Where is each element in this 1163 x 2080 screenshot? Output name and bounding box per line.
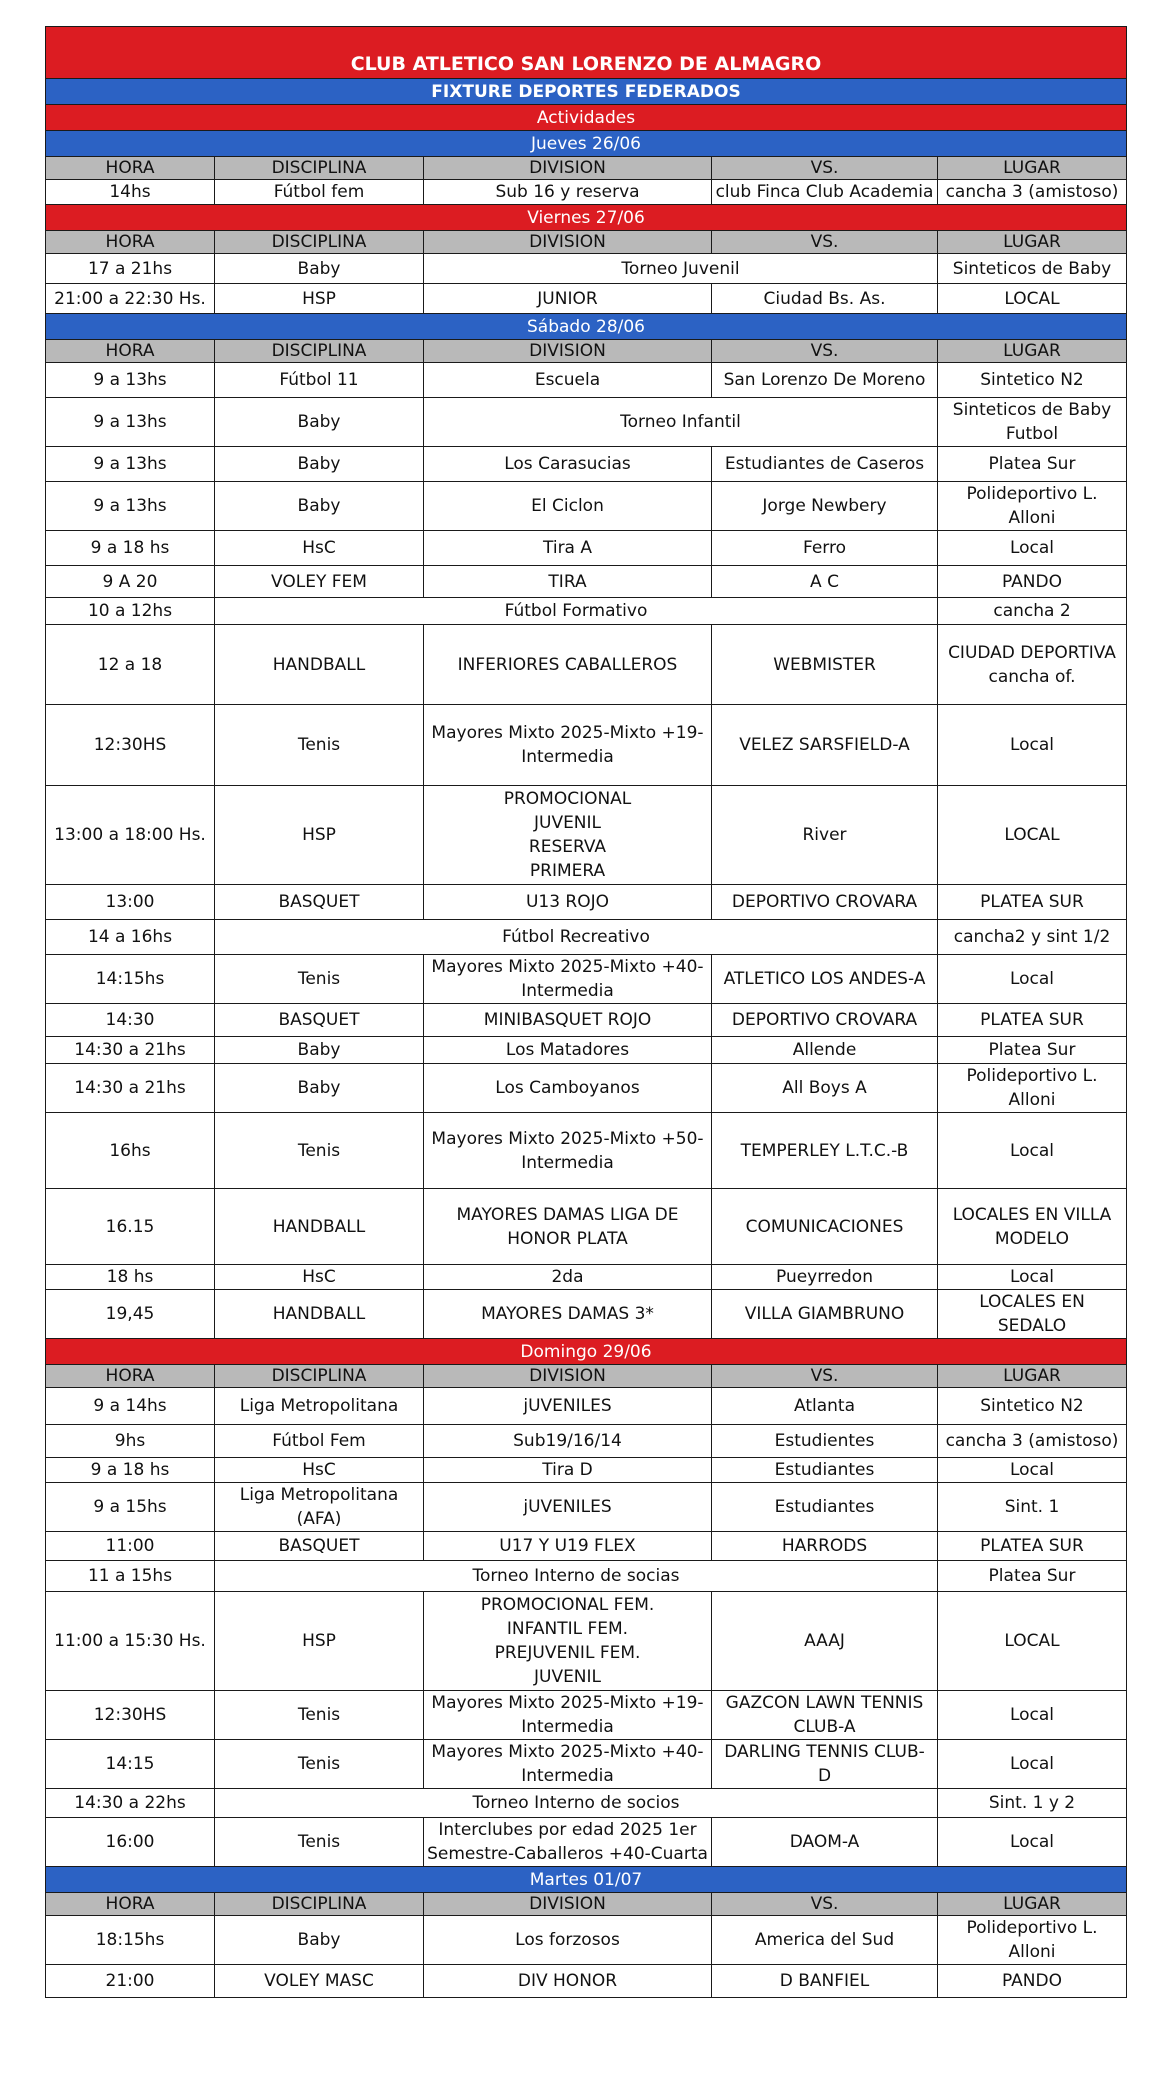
cell-lugar: LOCALES EN SEDALO [938, 1290, 1127, 1339]
cell-hora: 9 a 13hs [46, 363, 215, 398]
day-band-row [46, 1867, 1127, 1893]
schedule-row [46, 705, 1127, 786]
schedule-row [46, 598, 1127, 625]
schedule-row [46, 531, 1127, 566]
cell-vs: Ciudad Bs. As. [712, 284, 938, 314]
cell-disciplina: Liga Metropolitana [215, 1388, 424, 1425]
cell-division: Mayores Mixto 2025-Mixto +19- Intermedia [424, 1691, 712, 1740]
cell-hora: 16hs [46, 1113, 215, 1189]
cell-hora: 16:00 [46, 1818, 215, 1867]
column-header-division: DIVISION [424, 340, 712, 363]
cell-vs: Estudiantes de Caseros [712, 447, 938, 482]
cell-disciplina: HANDBALL [215, 1290, 424, 1339]
title-row [46, 27, 1127, 79]
cell-vs: All Boys A [712, 1064, 938, 1113]
column-header-division: DIVISION [424, 1893, 712, 1916]
column-header-vs: VS. [712, 340, 938, 363]
cell-vs: WEBMISTER [712, 625, 938, 705]
column-header-disciplina: DISCIPLINA [215, 157, 424, 180]
cell-hora: 21:00 a 22:30 Hs. [46, 284, 215, 314]
column-header-vs: VS. [712, 157, 938, 180]
cell-hora: 14 a 16hs [46, 920, 215, 955]
cell-disciplina: Baby [215, 398, 424, 447]
cell-hora: 11 a 15hs [46, 1561, 215, 1592]
cell-disciplina: Tenis [215, 1691, 424, 1740]
cell-disciplina: Fútbol Formativo [215, 598, 938, 625]
fixture-document [45, 26, 1126, 1998]
cell-hora: 19,45 [46, 1290, 215, 1339]
activities-row [46, 105, 1127, 131]
cell-lugar: Local [938, 1691, 1127, 1740]
cell-hora: 14:15hs [46, 955, 215, 1004]
cell-vs: DARLING TENNIS CLUB- D [712, 1740, 938, 1789]
column-header-row [46, 231, 1127, 254]
cell-lugar: Local [938, 1113, 1127, 1189]
cell-hora: 12:30HS [46, 705, 215, 786]
cell-division: Torneo Juvenil [424, 254, 938, 284]
column-header-row [46, 340, 1127, 363]
cell-disciplina: Fútbol 11 [215, 363, 424, 398]
cell-vs: COMUNICACIONES [712, 1189, 938, 1265]
schedule-row [46, 1037, 1127, 1064]
cell-lugar: Polideportivo L. Alloni [938, 1064, 1127, 1113]
column-header-lugar: LUGAR [938, 231, 1127, 254]
cell-vs: VILLA GIAMBRUNO [712, 1290, 938, 1339]
schedule-row [46, 1004, 1127, 1037]
cell-hora: 9 a 13hs [46, 482, 215, 531]
cell-vs: Atlanta [712, 1388, 938, 1425]
schedule-row [46, 625, 1127, 705]
cell-vs: Pueyrredon [712, 1265, 938, 1290]
schedule-row [46, 1789, 1127, 1818]
cell-hora: 14:30 a 22hs [46, 1789, 215, 1818]
cell-disciplina: Tenis [215, 1113, 424, 1189]
column-header-division: DIVISION [424, 1365, 712, 1388]
cell-vs: America del Sud [712, 1916, 938, 1965]
cell-disciplina: HsC [215, 1265, 424, 1290]
cell-lugar: Sintetico N2 [938, 1388, 1127, 1425]
schedule-row [46, 363, 1127, 398]
cell-lugar: Sintetico N2 [938, 363, 1127, 398]
cell-vs: Jorge Newbery [712, 482, 938, 531]
schedule-row [46, 1425, 1127, 1458]
cell-hora: 14:30 a 21hs [46, 1064, 215, 1113]
cell-lugar: Local [938, 1265, 1127, 1290]
cell-disciplina: BASQUET [215, 1004, 424, 1037]
column-header-hora: HORA [46, 340, 215, 363]
cell-division: Interclubes por edad 2025 1er Semestre-Caballeros +40-Cuarta [424, 1818, 712, 1867]
cell-disciplina: HANDBALL [215, 625, 424, 705]
cell-hora: 21:00 [46, 1965, 215, 1998]
cell-hora: 12 a 18 [46, 625, 215, 705]
cell-division: Sub19/16/14 [424, 1425, 712, 1458]
day-label: Sábado 28/06 [46, 314, 1127, 340]
column-header-disciplina: DISCIPLINA [215, 1365, 424, 1388]
cell-lugar: PANDO [938, 1965, 1127, 1998]
cell-disciplina: BASQUET [215, 885, 424, 920]
column-header-disciplina: DISCIPLINA [215, 1893, 424, 1916]
schedule-row [46, 1388, 1127, 1425]
schedule-row [46, 447, 1127, 482]
cell-lugar: Local [938, 955, 1127, 1004]
cell-lugar: LOCAL [938, 1592, 1127, 1691]
cell-hora: 9 a 15hs [46, 1483, 215, 1532]
cell-lugar: cancha2 y sint 1/2 [938, 920, 1127, 955]
cell-division: U13 ROJO [424, 885, 712, 920]
column-header-vs: VS. [712, 231, 938, 254]
cell-vs: GAZCON LAWN TENNIS CLUB-A [712, 1691, 938, 1740]
schedule-row [46, 955, 1127, 1004]
cell-lugar: Local [938, 705, 1127, 786]
schedule-row [46, 254, 1127, 284]
column-header-row [46, 157, 1127, 180]
cell-division: El Ciclon [424, 482, 712, 531]
cell-division: Los forzosos [424, 1916, 712, 1965]
cell-lugar: Platea Sur [938, 1037, 1127, 1064]
cell-division: Mayores Mixto 2025-Mixto +40- Intermedia [424, 1740, 712, 1789]
column-header-hora: HORA [46, 157, 215, 180]
cell-lugar: Platea Sur [938, 447, 1127, 482]
cell-hora: 17 a 21hs [46, 254, 215, 284]
cell-disciplina: Baby [215, 1064, 424, 1113]
schedule-row [46, 180, 1127, 205]
day-label: Jueves 26/06 [46, 131, 1127, 157]
cell-vs: TEMPERLEY L.T.C.-B [712, 1113, 938, 1189]
cell-division: Mayores Mixto 2025-Mixto +19- Intermedia [424, 705, 712, 786]
cell-vs: DEPORTIVO CROVARA [712, 885, 938, 920]
cell-vs: A C [712, 566, 938, 598]
cell-lugar: Sinteticos de Baby Futbol [938, 398, 1127, 447]
cell-hora: 14:30 a 21hs [46, 1037, 215, 1064]
cell-disciplina: Fútbol Recreativo [215, 920, 938, 955]
cell-vs: Allende [712, 1037, 938, 1064]
cell-disciplina: VOLEY FEM [215, 566, 424, 598]
schedule-row [46, 1113, 1127, 1189]
cell-vs: River [712, 786, 938, 885]
schedule-row [46, 1064, 1127, 1113]
cell-lugar: Local [938, 1458, 1127, 1483]
schedule-row [46, 1532, 1127, 1561]
cell-vs: VELEZ SARSFIELD-A [712, 705, 938, 786]
cell-vs: Ferro [712, 531, 938, 566]
cell-division: Mayores Mixto 2025-Mixto +50- Intermedia [424, 1113, 712, 1189]
cell-disciplina: Tenis [215, 705, 424, 786]
cell-hora: 13:00 a 18:00 Hs. [46, 786, 215, 885]
cell-lugar: Local [938, 531, 1127, 566]
cell-hora: 9 a 13hs [46, 447, 215, 482]
cell-disciplina: Baby [215, 1037, 424, 1064]
cell-vs: DAOM-A [712, 1818, 938, 1867]
cell-division: 2da [424, 1265, 712, 1290]
activities-label: Actividades [46, 105, 1127, 131]
cell-vs: ATLETICO LOS ANDES-A [712, 955, 938, 1004]
cell-lugar: Sinteticos de Baby [938, 254, 1127, 284]
cell-lugar: PLATEA SUR [938, 1532, 1127, 1561]
cell-lugar: LOCALES EN VILLA MODELO [938, 1189, 1127, 1265]
schedule-row [46, 482, 1127, 531]
cell-division: Torneo Infantil [424, 398, 938, 447]
cell-disciplina: Liga Metropolitana (AFA) [215, 1483, 424, 1532]
cell-lugar: Sint. 1 [938, 1483, 1127, 1532]
day-band-row [46, 205, 1127, 231]
cell-disciplina: Tenis [215, 1740, 424, 1789]
cell-lugar: PANDO [938, 566, 1127, 598]
cell-vs: D BANFIEL [712, 1965, 938, 1998]
cell-lugar: Polideportivo L. Alloni [938, 482, 1127, 531]
cell-disciplina: Tenis [215, 1818, 424, 1867]
cell-division: jUVENILES [424, 1483, 712, 1532]
cell-division: DIV HONOR [424, 1965, 712, 1998]
cell-lugar: Local [938, 1740, 1127, 1789]
cell-lugar: cancha 2 [938, 598, 1127, 625]
cell-division: TIRA [424, 566, 712, 598]
cell-hora: 14:30 [46, 1004, 215, 1037]
column-header-disciplina: DISCIPLINA [215, 340, 424, 363]
cell-hora: 11:00 [46, 1532, 215, 1561]
column-header-vs: VS. [712, 1365, 938, 1388]
cell-hora: 14hs [46, 180, 215, 205]
day-label: Domingo 29/06 [46, 1339, 1127, 1365]
cell-division: PROMOCIONAL FEM. INFANTIL FEM. PREJUVENIL FEM. JUVENIL [424, 1592, 712, 1691]
cell-lugar: CIUDAD DEPORTIVA cancha of. [938, 625, 1127, 705]
column-header-row [46, 1365, 1127, 1388]
column-header-vs: VS. [712, 1893, 938, 1916]
day-band-row [46, 314, 1127, 340]
cell-division: Escuela [424, 363, 712, 398]
day-label: Martes 01/07 [46, 1867, 1127, 1893]
cell-disciplina: HsC [215, 1458, 424, 1483]
cell-lugar: LOCAL [938, 284, 1127, 314]
cell-disciplina: VOLEY MASC [215, 1965, 424, 1998]
cell-hora: 14:15 [46, 1740, 215, 1789]
cell-vs: Estudiantes [712, 1458, 938, 1483]
cell-division: PROMOCIONAL JUVENIL RESERVA PRIMERA [424, 786, 712, 885]
cell-hora: 9hs [46, 1425, 215, 1458]
cell-division: U17 Y U19 FLEX [424, 1532, 712, 1561]
cell-lugar: Sint. 1 y 2 [938, 1789, 1127, 1818]
cell-division: Los Carasucias [424, 447, 712, 482]
schedule-row [46, 284, 1127, 314]
cell-lugar: cancha 3 (amistoso) [938, 180, 1127, 205]
cell-lugar: LOCAL [938, 786, 1127, 885]
column-header-hora: HORA [46, 1893, 215, 1916]
cell-disciplina: HSP [215, 786, 424, 885]
column-header-lugar: LUGAR [938, 1893, 1127, 1916]
cell-hora: 18:15hs [46, 1916, 215, 1965]
cell-division: jUVENILES [424, 1388, 712, 1425]
cell-hora: 9 a 18 hs [46, 531, 215, 566]
cell-hora: 9 a 14hs [46, 1388, 215, 1425]
cell-disciplina: HSP [215, 1592, 424, 1691]
cell-disciplina: Tenis [215, 955, 424, 1004]
schedule-row [46, 1818, 1127, 1867]
cell-division: MAYORES DAMAS 3* [424, 1290, 712, 1339]
cell-lugar: PLATEA SUR [938, 885, 1127, 920]
schedule-row [46, 1592, 1127, 1691]
schedule-row [46, 566, 1127, 598]
cell-disciplina: Fútbol Fem [215, 1425, 424, 1458]
cell-vs: club Finca Club Academia [712, 180, 938, 205]
document-title: CLUB ATLETICO SAN LORENZO DE ALMAGRO [46, 27, 1127, 79]
column-header-lugar: LUGAR [938, 157, 1127, 180]
cell-disciplina: BASQUET [215, 1532, 424, 1561]
column-header-lugar: LUGAR [938, 1365, 1127, 1388]
cell-division: Sub 16 y reserva [424, 180, 712, 205]
cell-vs: HARRODS [712, 1532, 938, 1561]
cell-division: Los Matadores [424, 1037, 712, 1064]
cell-vs: Estudientes [712, 1425, 938, 1458]
cell-hora: 18 hs [46, 1265, 215, 1290]
cell-division: MINIBASQUET ROJO [424, 1004, 712, 1037]
column-header-division: DIVISION [424, 231, 712, 254]
column-header-hora: HORA [46, 1365, 215, 1388]
cell-division: Tira A [424, 531, 712, 566]
column-header-lugar: LUGAR [938, 340, 1127, 363]
day-band-row [46, 131, 1127, 157]
schedule-row [46, 1691, 1127, 1740]
day-label: Viernes 27/06 [46, 205, 1127, 231]
cell-lugar: PLATEA SUR [938, 1004, 1127, 1037]
cell-disciplina: Baby [215, 1916, 424, 1965]
subtitle-row [46, 79, 1127, 105]
cell-lugar: Local [938, 1818, 1127, 1867]
cell-division: MAYORES DAMAS LIGA DE HONOR PLATA [424, 1189, 712, 1265]
schedule-row [46, 920, 1127, 955]
schedule-row [46, 1189, 1127, 1265]
schedule-row [46, 1483, 1127, 1532]
cell-disciplina: Baby [215, 447, 424, 482]
cell-hora: 11:00 a 15:30 Hs. [46, 1592, 215, 1691]
schedule-row [46, 885, 1127, 920]
cell-division: JUNIOR [424, 284, 712, 314]
column-header-division: DIVISION [424, 157, 712, 180]
cell-hora: 9 a 13hs [46, 398, 215, 447]
cell-hora: 16.15 [46, 1189, 215, 1265]
cell-division: Tira D [424, 1458, 712, 1483]
column-header-row [46, 1893, 1127, 1916]
cell-vs: San Lorenzo De Moreno [712, 363, 938, 398]
schedule-row [46, 1740, 1127, 1789]
cell-lugar: cancha 3 (amistoso) [938, 1425, 1127, 1458]
cell-disciplina: Fútbol fem [215, 180, 424, 205]
cell-disciplina: HsC [215, 531, 424, 566]
schedule-row [46, 398, 1127, 447]
fixture-table [45, 26, 1127, 1998]
cell-hora: 12:30HS [46, 1691, 215, 1740]
cell-disciplina: Torneo Interno de socios [215, 1789, 938, 1818]
schedule-row [46, 1965, 1127, 1998]
document-subtitle: FIXTURE DEPORTES FEDERADOS [46, 79, 1127, 105]
schedule-row [46, 1290, 1127, 1339]
cell-division: INFERIORES CABALLEROS [424, 625, 712, 705]
schedule-row [46, 1458, 1127, 1483]
column-header-hora: HORA [46, 231, 215, 254]
cell-hora: 9 A 20 [46, 566, 215, 598]
cell-vs: Estudiantes [712, 1483, 938, 1532]
schedule-row [46, 1561, 1127, 1592]
cell-lugar: Platea Sur [938, 1561, 1127, 1592]
cell-vs: AAAJ [712, 1592, 938, 1691]
cell-vs: DEPORTIVO CROVARA [712, 1004, 938, 1037]
cell-disciplina: HANDBALL [215, 1189, 424, 1265]
cell-hora: 13:00 [46, 885, 215, 920]
cell-lugar: Polideportivo L. Alloni [938, 1916, 1127, 1965]
cell-disciplina: Baby [215, 482, 424, 531]
column-header-disciplina: DISCIPLINA [215, 231, 424, 254]
cell-disciplina: Torneo Interno de socias [215, 1561, 938, 1592]
day-band-row [46, 1339, 1127, 1365]
schedule-row [46, 1265, 1127, 1290]
cell-hora: 9 a 18 hs [46, 1458, 215, 1483]
cell-division: Mayores Mixto 2025-Mixto +40- Intermedia [424, 955, 712, 1004]
cell-disciplina: Baby [215, 254, 424, 284]
schedule-row [46, 1916, 1127, 1965]
cell-hora: 10 a 12hs [46, 598, 215, 625]
cell-disciplina: HSP [215, 284, 424, 314]
schedule-row [46, 786, 1127, 885]
cell-division: Los Camboyanos [424, 1064, 712, 1113]
